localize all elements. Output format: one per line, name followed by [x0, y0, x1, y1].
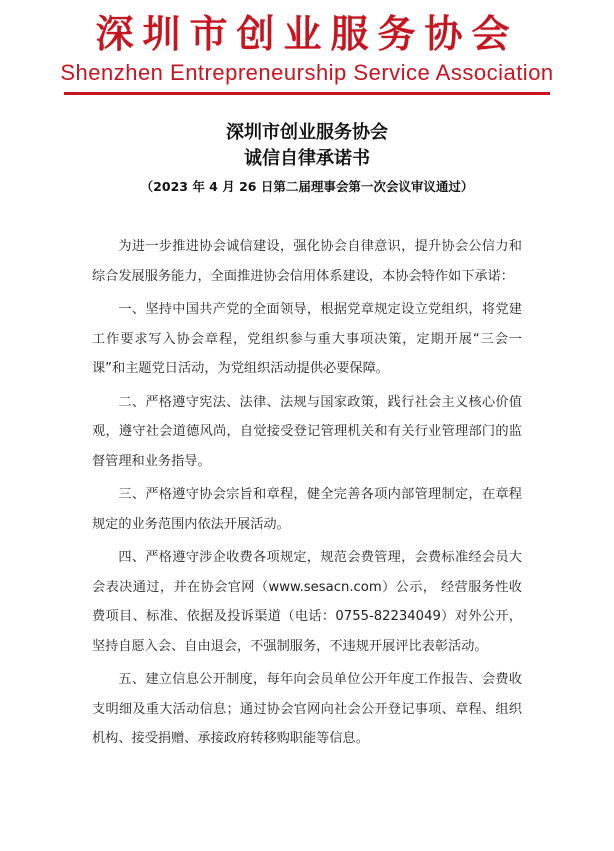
- commitment-item-5: 五、建立信息公开制度，每年向会员单位公开年度工作报告、会费收支明细及重大活动信息；通过协会官网向社会公开登记事项、章程、组织机构、接受捐赠、承接政府转移购职能等信息。: [92, 672, 522, 746]
- letterhead-english-name: Shenzhen Entrepreneurship Service Association: [60, 60, 554, 85]
- document-title-org: 深圳市创业服务协会: [226, 122, 388, 143]
- document-title: 诚信自律承诺书: [244, 148, 370, 169]
- document-title-block: [0, 120, 614, 198]
- document-approval-note: （2023 年 4 月 26 日第二届理事会第一次会议审议通过）: [140, 179, 474, 194]
- commitment-item-2: 二、严格遵守宪法、法律、法规与国家政策，践行社会主义核心价值观，遵守社会道德风尚，自觉接受登记管理机关和有关行业管理部门的监督管理和业务指导。: [92, 394, 522, 469]
- letterhead-chinese-name: 深圳市创业服务协会: [95, 11, 519, 56]
- intro-paragraph: 为进一步推进协会诚信建设，强化协会自律意识，提升协会公信力和综合发展服务能力，全面推进协会信用体系建设，本协会特作如下承诺：: [92, 239, 522, 284]
- document-body: [92, 232, 522, 758]
- commitment-item-4: 四、严格遵守涉企收费各项规定，规范会费管理，会费标准经会员大会表决通过，并在协会官网（www.sesacn.com）公示， 经营服务性收费项目、标准、依据及投诉渠道（电话：0755-82234049）对外公开， 坚持自愿入会、自由退会，不强制服务，不违规开展评比表彰活动。: [92, 550, 522, 654]
- commitment-item-3: 三、严格遵守协会宗旨和章程，健全完善各项内部管理制定，在章程规定的业务范围内依法开展活动。: [92, 487, 522, 532]
- commitment-item-1: 一、坚持中国共产党的全面领导，根据党章规定设立党组织，将党建工作要求写入协会章程，党组织参与重大事项决策，定期开展“三会一课”和主题党日活动，为党组织活动提供必要保障。: [92, 302, 522, 376]
- letterhead-divider: [64, 92, 550, 95]
- letterhead: [0, 0, 614, 100]
